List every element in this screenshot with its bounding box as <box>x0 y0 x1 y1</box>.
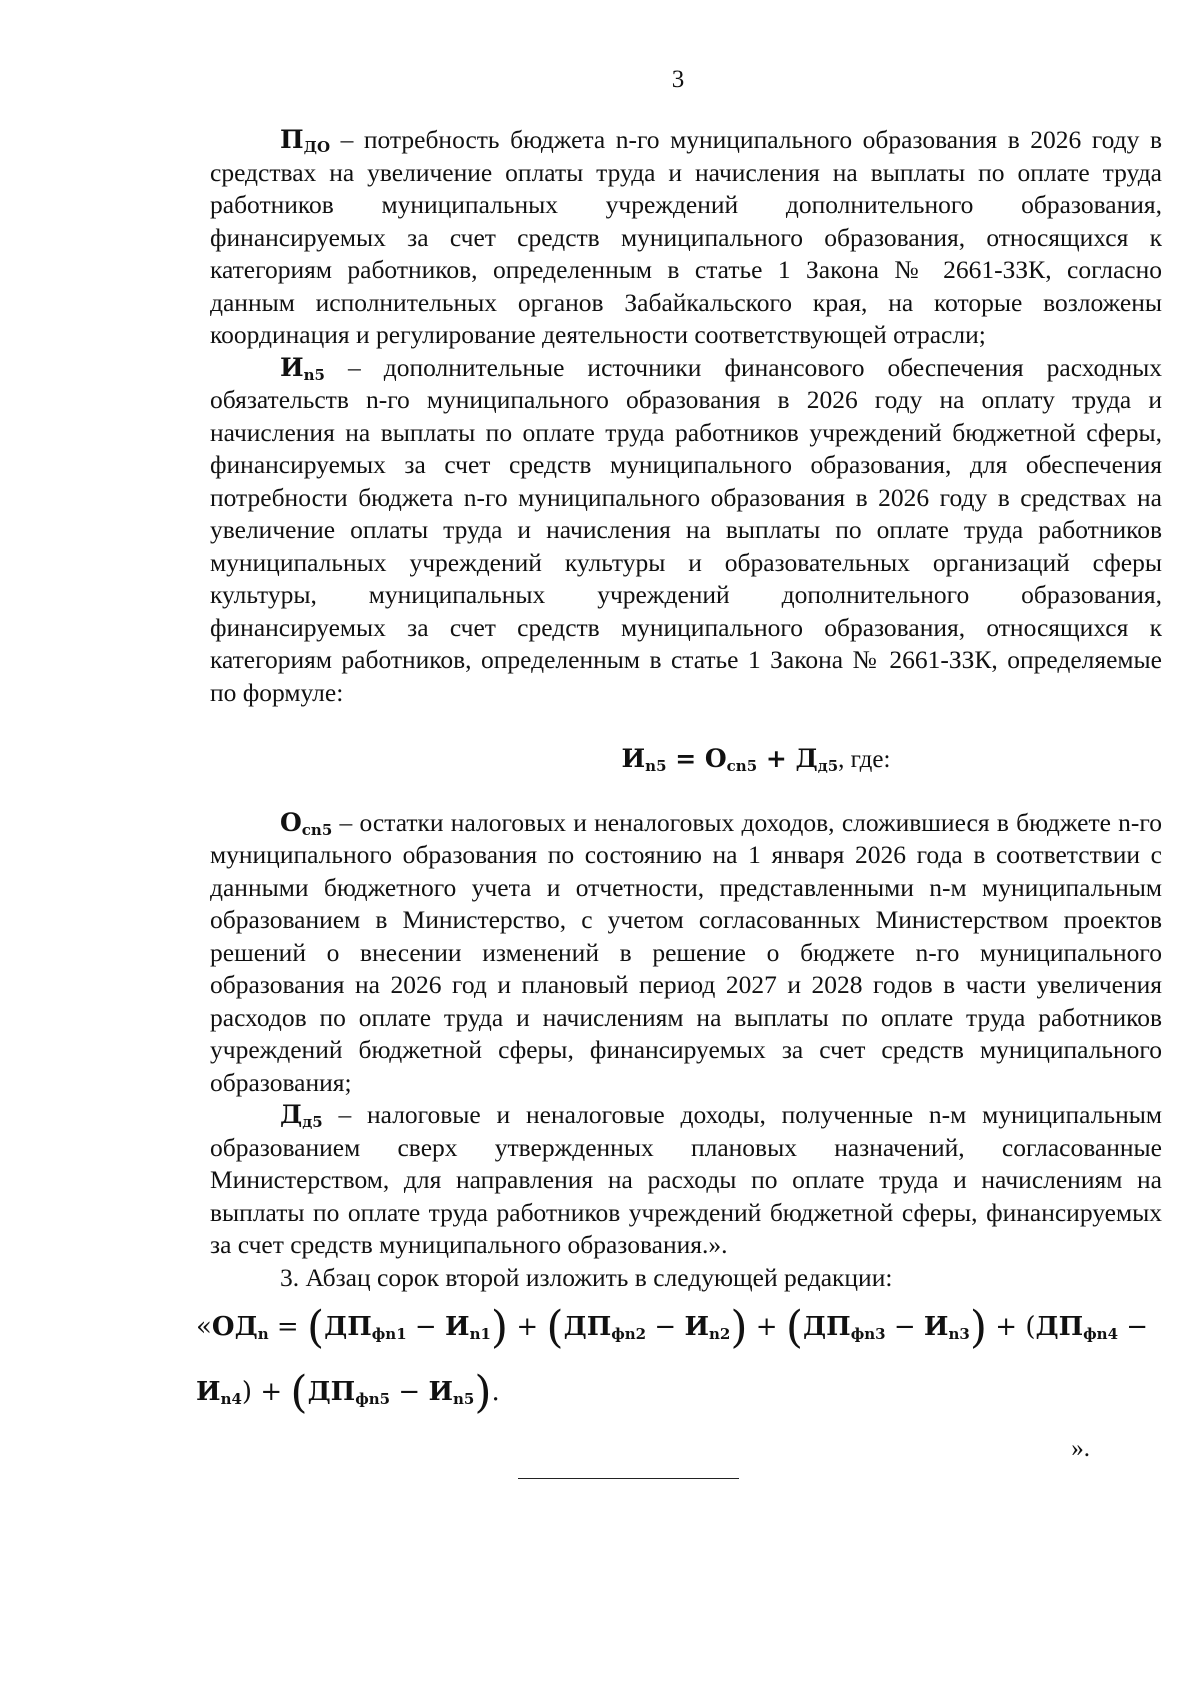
paragraph-text: – остатки налоговых и неналоговых доходов, сложившиеся в бюджете n-го муниципального образования по состоянию на 1 января 2026 года в соответствии с данными бюджетного учета и отчетности, представленными n-м муниципальным образованием в Министерство, с учетом согласованных Министерством проектов решений о внесении изменений в решение о бюджете n-го муниципального образования на 2026 год и плановый период 2027 и 2028 годов в части увеличения расходов по оплате труда и начислениям на выплаты по оплате труда работников учреждений бюджетной сферы, финансируемых за счет средств муниципального образования; <box>210 807 1162 1097</box>
paragraph-d-d5 <box>210 1099 1162 1262</box>
paragraph-o-cn5 <box>210 807 1162 1100</box>
paragraph-i-n5 <box>210 352 1162 710</box>
formula-od-n: «$ОД_n = (ДП_{фn1} - И_{n1}) + (ДП_{фn2} - И_{n2}) + (ДП_{фn3} - И_{n3}) + (ДП_{фn4}$ − $И_{n4}) + (ДП_{фn5} - И_{n5})$. <box>196 1302 1149 1418</box>
page-number: 3 <box>671 66 685 93</box>
symbol-p-do: $П_{ДО}$ <box>280 125 331 156</box>
symbol-i-n5: $И_{n5}$ <box>280 352 325 384</box>
paragraph-text: – налоговые и неналоговые доходы, полученные n-м муниципальным образованием сверх утвержденных плановых назначений, согласованные Министерством, для направления на расходы по оплате труда и начислениям на выплаты по оплате труда работников учреждений бюджетной сферы, финансируемых за счет средств муниципального образования.». <box>210 1100 1162 1259</box>
paragraph-text: – потребность бюджета n-го муниципального образования в 2026 году в средствах на увеличение оплаты труда и начисления на выплаты по оплате труда работников муниципальных учреждений дополнительного образования, финансируемых за счет средств муниципального образования, относящихся к категориям работников, определенным в статье 1 Закона № 2661-ЗЗК, согласно данным исполнительных органов Забайкальского края, на которые возложены координация и регулирование деятельности соответствующей отрасли; <box>210 125 1162 349</box>
symbol-d-d5: $Д_{д5}$ <box>280 1100 323 1131</box>
paragraph-text: – дополнительные источники финансового обеспечения расходных обязательств n-го муниципального образования в 2026 году на оплату труда и начисления на выплаты по оплате труда работников учреждений бюджетной сферы, финансируемых за счет средств муниципального образования, для обеспечения потребности бюджета n-го муниципального образования в 2026 году в средствах на увеличение оплаты труда и начисления на выплаты по оплате труда работников муниципальных учреждений культуры и образовательных организаций сферы культуры, муниципальных учреждений дополнительного образования, финансируемых за счет средств муниципального образования, относящихся к категориям работников, определенным в статье 1 Закона № 2661-ЗЗК, определяемые по формуле: <box>210 352 1162 707</box>
closing-quote: ». <box>1071 1435 1090 1462</box>
paragraph-p-do <box>210 124 1162 352</box>
document-body <box>196 124 1162 1428</box>
end-divider <box>518 1478 739 1479</box>
symbol-o-cn5: $О_{сn5}$ <box>280 807 333 839</box>
formula-i-n5: $И_{n5} = О_{сn5} + Д_{д5}$, где: <box>621 744 891 775</box>
paragraph-abzac: 3. Абзац сорок второй изложить в следующей редакции: <box>280 1262 893 1292</box>
